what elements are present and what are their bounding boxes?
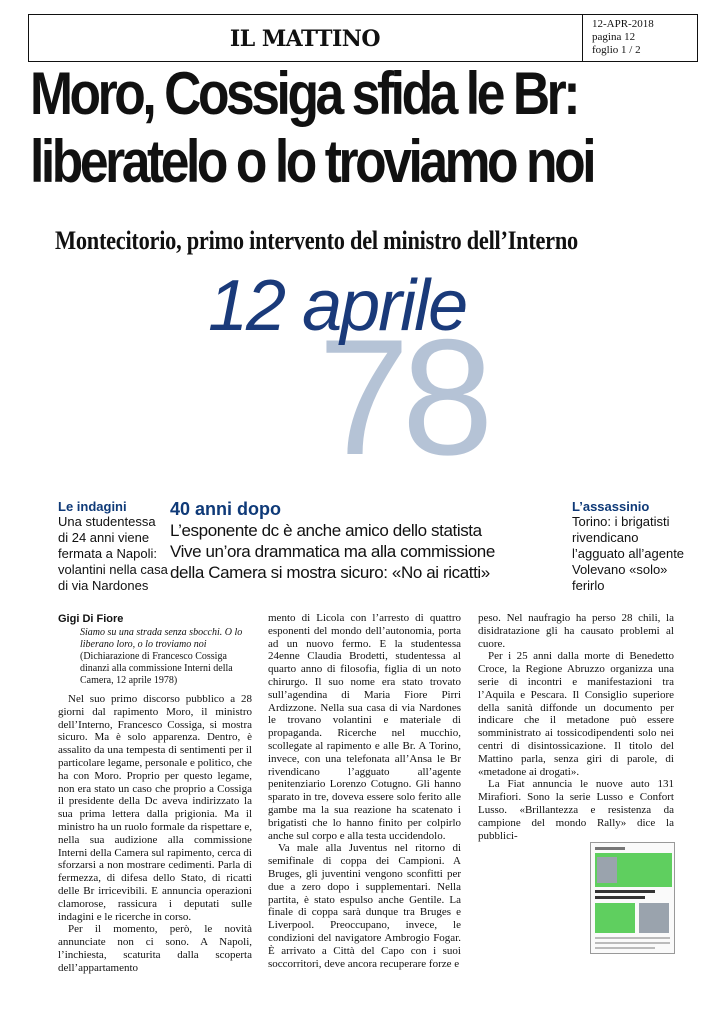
meta-page: pagina 12 xyxy=(592,31,636,43)
pull-quote xyxy=(80,627,250,687)
column-1-paragraph: Nel suo primo discorso pubblico a 28 giorni dal rapimento Moro, il ministro dell’Interno, Francesco Cossiga, si mostra sicuro. Ma è solo apparenza. Dentro, è assalito da una tempesta di sentimenti per il particolare legame, personale e politico, che ha con Moro. Proprio per questo legame, non era stato un caso che proprio a Cossiga il presidente della Dc aveva indirizzato la sua prima lettera dalla prigionia. Ma il ministro ha un ruolo formale da rispettare e, nella sua audizione alla commissione Interni della Camera sul rapimento, cerca di sforzarsi a non mostrare cedimenti. Parla di fermezza, di difesa dello Stato, di ricatti delle Br irricevibili. E annuncia operazioni clamorose, rassicura i deputati sulle indagini e le ricerche in corso. xyxy=(58,693,252,923)
page-thumbnail xyxy=(590,842,675,954)
quote-text: Siamo su una strada senza sbocchi. O lo liberano loro, o lo troviamo noi xyxy=(80,627,243,650)
page-meta xyxy=(592,18,654,57)
column-2-paragraph: mento di Licola con l’arresto di quattro esponenti del mondo dell’autonomia, porta ad un nuovo fermo. E la studentessa 24enne Claudia Brodetti, studentessa al quarto anno di filosofia, figlia di un noto chirurgo. Il suo nome era stato trovato sull’agendina di Maria Fiore Pirri Ardizzone. Nella sua casa di via Nardones le trovano volantini e materiale di propaganda. Ricerche nel mucchio, scollegate al rapimento e alle Br. A Torino, invece, con una telefonata all’Ansa le Br rivendicano l’agguato all’agente penitenziario Lorenzo Cotugno. Gli hanno sparato in tre, doveva essere solo ferito alle gambe ma la sua reazione ha scatenato i brigatisti che lo hanno finito per colpirlo anche sul corpo e alla testa uccidendolo. xyxy=(268,612,461,842)
left-kicker: Le indagini xyxy=(58,499,127,514)
date-year: 78 xyxy=(318,305,486,489)
column-3-paragraph: La Fiat annuncia le nuove auto 131 Mirafiori. Sono la serie Lusso e Confort Lusso. «Brillantezza e resistenza da campione del mondo Rally» dice la pubblici- xyxy=(478,778,674,842)
article-column-2 xyxy=(268,612,461,970)
column-3-paragraph: Per i 25 anni dalla morte di Benedetto Croce, la Regione Abruzzo organizza una serie di incontri e manifestazioni tra l’Aquila e Pescara. Il Consiglio superiore della sanità diffonde un documento per indicare che il metadone può essere somministrato ai tossicodipendenti solo nei centri di disintossicazione. Il titolo del Mattino parla, senza giri di parole, di «metadone ai drogati». xyxy=(478,650,674,778)
header-divider xyxy=(582,14,583,62)
center-line-1: L’esponente dc è anche amico dello statista xyxy=(170,521,482,540)
author-byline: Gigi Di Fiore xyxy=(58,613,124,625)
meta-date: 12-APR-2018 xyxy=(592,18,654,30)
meta-sheet: foglio 1 / 2 xyxy=(592,44,641,56)
masthead-logo: IL MATTINO xyxy=(229,26,381,52)
main-headline xyxy=(30,60,598,196)
right-kicker: L’assassinio xyxy=(572,499,650,514)
quote-attribution: (Dichiarazione di Francesco Cossiga dinanzi alla commissione Interni della Camera, 12 aprile 1978) xyxy=(80,651,233,686)
right-summary: Torino: i brigatisti rivendicano l’agguato all’agente Volevano «solo» ferirlo xyxy=(572,514,685,593)
column-3-paragraph: peso. Nel naufragio ha perso 28 chili, la disidratazione gli ha causato problemi al cuore. xyxy=(478,612,674,650)
column-1-paragraph: Per il momento, però, le novità annunciate non ci sono. A Napoli, l’inchiesta, scaturita dalla scoperta dell’appartamento xyxy=(58,923,252,974)
column-2-paragraph: Va male alla Juventus nel ritorno di semifinale di coppa dei Campioni. A Bruges, gli juventini vengono sconfitti per due a zero dopo i supplementari. Nella partita, è stato espulso anche Gentile. La finale di coppa sarà dunque tra Bruges e Liverpool. Preoccupano, invece, le condizioni del navigatore Ambrogio Fogar. È arrivato a Città del Capo con i suoi soccorritori, deve ancora recuperare forze e xyxy=(268,842,461,970)
article-column-3 xyxy=(478,612,674,842)
center-summary-box xyxy=(170,498,565,583)
left-sidebar-box xyxy=(58,499,168,594)
left-summary: Una studentessa di 24 anni viene fermata a Napoli: volantini nella casa di via Nardones xyxy=(58,514,168,593)
article-column-1 xyxy=(58,693,252,975)
subheadline: Montecitorio, primo intervento del ministro dell’Interno xyxy=(55,226,578,255)
headline-line-2: liberatelo o lo troviamo noi xyxy=(30,128,594,195)
right-sidebar-box xyxy=(572,499,692,594)
headline-line-1: Moro, Cossiga sfida le Br: xyxy=(30,60,578,127)
date-day-month: 12 aprile xyxy=(208,266,467,346)
center-line-3: della Camera si mostra sicuro: «No ai ricatti» xyxy=(170,563,490,582)
center-line-2: Vive un’ora drammatica ma alla commissione xyxy=(170,542,495,561)
center-kicker: 40 anni dopo xyxy=(170,499,282,519)
